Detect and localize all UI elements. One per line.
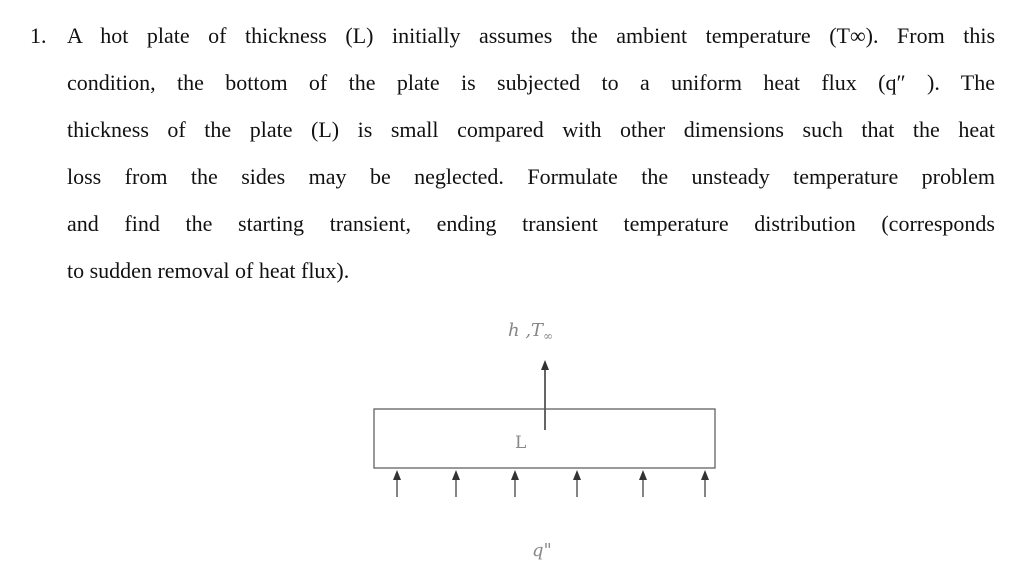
flux-arrow-head: [573, 470, 581, 480]
convection-arrow-head: [541, 360, 549, 370]
problem-line: condition, the bottom of the plate is subjected to a uniform heat flux (q″ ). The: [67, 70, 995, 95]
flux-arrow-head: [639, 470, 647, 480]
flux-arrows: [393, 470, 709, 497]
problem-line: loss from the sides may be neglected. Formulate the unsteady temperature problem: [67, 164, 995, 189]
flux-arrow-head: [511, 470, 519, 480]
flux-label: q": [532, 540, 552, 561]
flux-arrow-head: [452, 470, 460, 480]
problem-line: and find the starting transient, ending transient temperature distribution (corresponds: [67, 211, 995, 236]
problem-line: thickness of the plate (L) is small compared with other dimensions such that the heat: [67, 117, 995, 142]
problem-number: 1.: [30, 23, 47, 48]
problem-line: A hot plate of thickness (L) initially assumes the ambient temperature (T∞). From this: [67, 23, 995, 48]
problem-line: to sudden removal of heat flux).: [67, 258, 350, 283]
flux-arrow-head: [393, 470, 401, 480]
top-label: h $,T_\infty$: [508, 320, 554, 343]
flux-arrow-head: [701, 470, 709, 480]
thickness-label: L: [515, 433, 527, 453]
